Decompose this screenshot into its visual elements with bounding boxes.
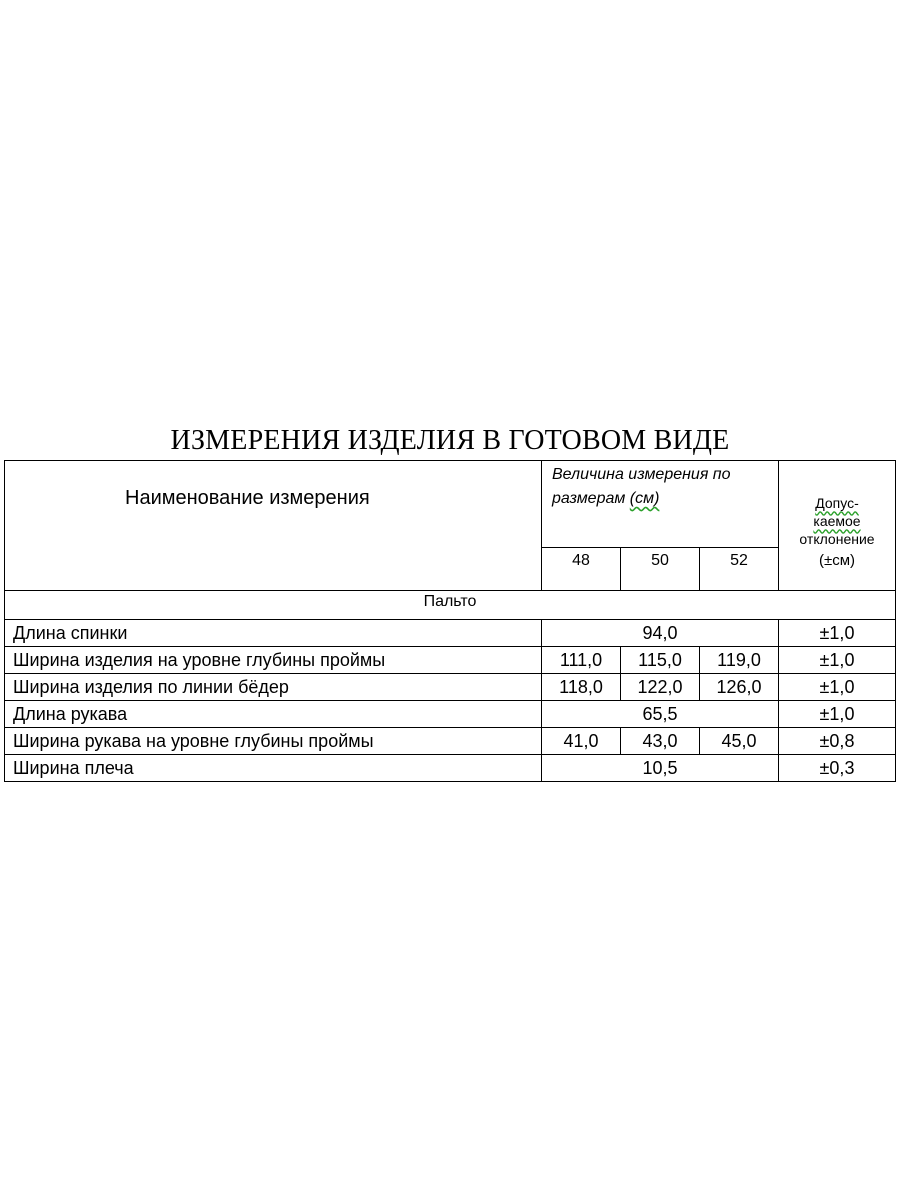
- row-value-50: 122,0: [621, 674, 700, 701]
- header-tolerance-line4: (±см): [818, 551, 856, 569]
- header-tolerance-cell: [779, 461, 896, 591]
- page-title: ИЗМЕРЕНИЯ ИЗДЕЛИЯ В ГОТОВОМ ВИДЕ: [170, 425, 730, 456]
- row-value-50: 43,0: [621, 728, 700, 755]
- table-row: [5, 620, 896, 647]
- row-value-52: 126,0: [700, 674, 779, 701]
- header-name-label: Наименование измерения: [125, 487, 370, 509]
- header-name-cell: [5, 461, 542, 591]
- row-tolerance: ±1,0: [779, 674, 896, 701]
- row-tolerance: ±1,0: [779, 701, 896, 728]
- header-tolerance-line2: каемое: [813, 512, 861, 529]
- row-tolerance: ±0,8: [779, 728, 896, 755]
- row-name: Ширина рукава на уровне глубины проймы: [5, 728, 542, 755]
- table-row: [5, 674, 896, 701]
- header-size-label-line1: Величина измерения по: [552, 466, 731, 483]
- row-tolerance: ±1,0: [779, 620, 896, 647]
- row-name: Ширина изделия на уровне глубины проймы: [5, 647, 542, 674]
- size-header-52: 52: [700, 548, 779, 591]
- section-label: Пальто: [5, 591, 896, 620]
- measurements-table: [4, 460, 896, 782]
- table-row: [5, 647, 896, 674]
- header-size-cell: [542, 461, 779, 548]
- size-header-50: 50: [621, 548, 700, 591]
- table-row: [5, 728, 896, 755]
- header-tolerance-line1: Допус-: [815, 494, 859, 511]
- header-row: [5, 461, 896, 548]
- row-name: Ширина изделия по линии бёдер: [5, 674, 542, 701]
- row-value-48: 41,0: [542, 728, 621, 755]
- row-tolerance: ±1,0: [779, 647, 896, 674]
- row-value-all: 10,5: [542, 755, 779, 782]
- row-value-52: 119,0: [700, 647, 779, 674]
- row-value-50: 115,0: [621, 647, 700, 674]
- size-header-48: 48: [542, 548, 621, 591]
- row-value-48: 118,0: [542, 674, 621, 701]
- table-row: [5, 755, 896, 782]
- header-size-label-line2: размерам: [552, 490, 630, 507]
- row-tolerance: ±0,3: [779, 755, 896, 782]
- row-name: Длина спинки: [5, 620, 542, 647]
- row-name: Ширина плеча: [5, 755, 542, 782]
- header-size-unit: (см): [629, 490, 660, 507]
- row-value-all: 94,0: [542, 620, 779, 647]
- row-value-52: 45,0: [700, 728, 779, 755]
- table-row: [5, 701, 896, 728]
- header-tolerance-line3: отклонение: [799, 530, 875, 547]
- row-value-all: 65,5: [542, 701, 779, 728]
- row-value-48: 111,0: [542, 647, 621, 674]
- row-name: Длина рукава: [5, 701, 542, 728]
- section-row: [5, 591, 896, 620]
